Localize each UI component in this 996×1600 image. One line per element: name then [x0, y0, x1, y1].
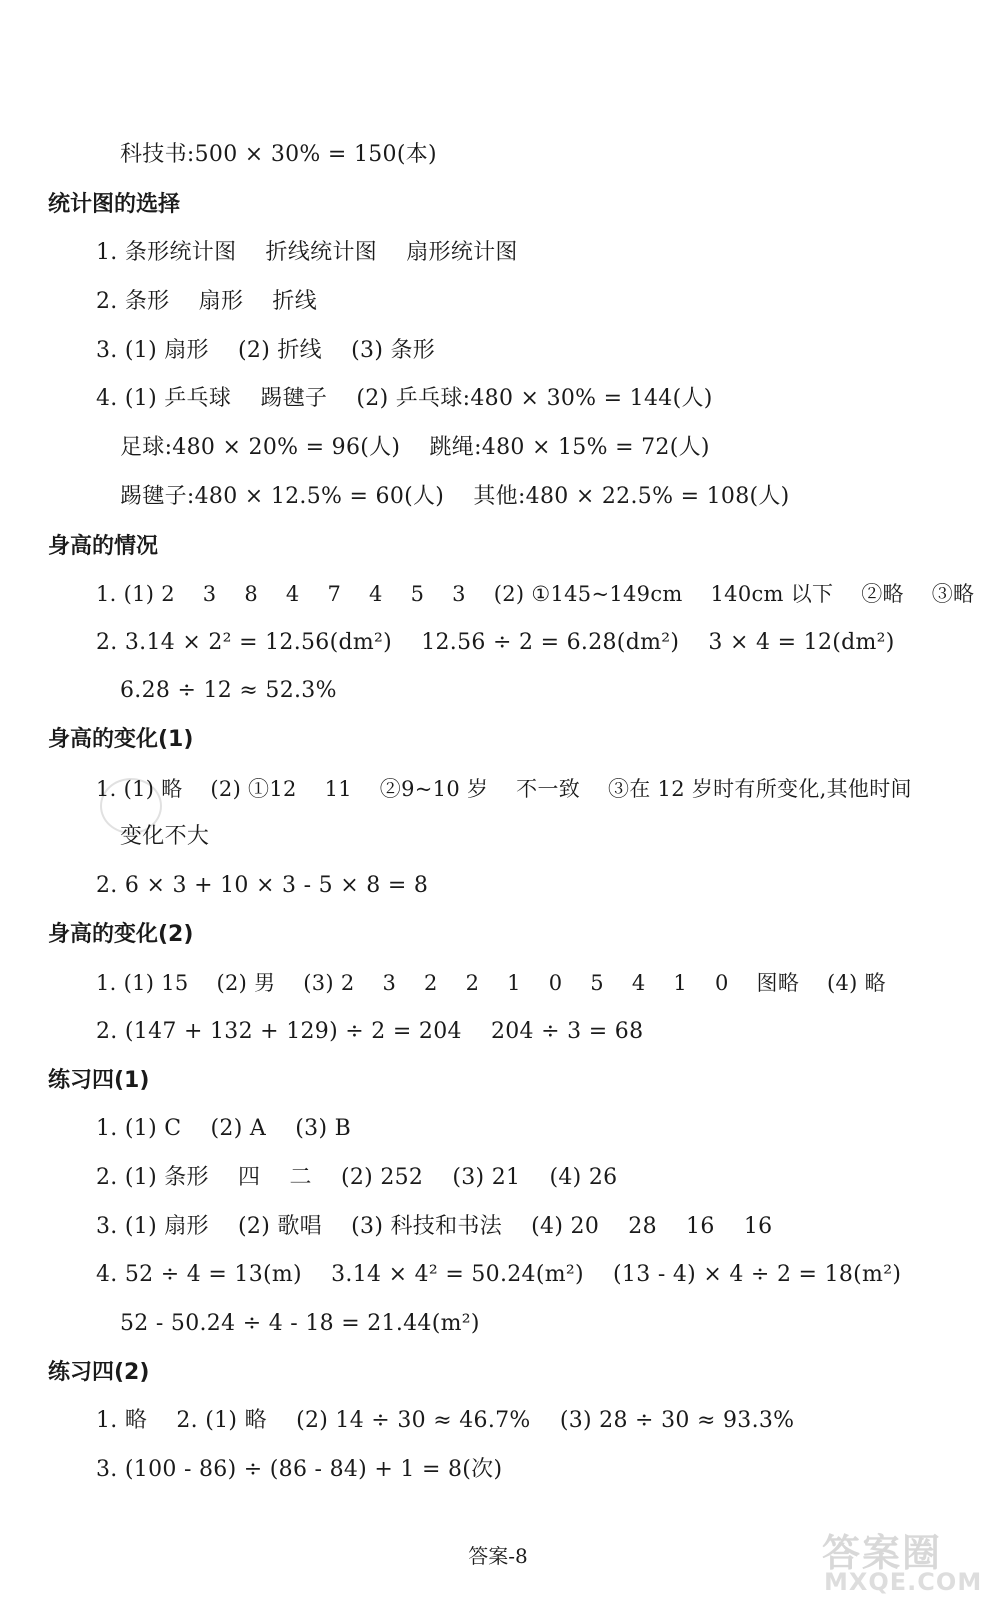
answer-line: 2. (147 + 132 + 129) ÷ 2 = 204 204 ÷ 3 = 68	[96, 1019, 644, 1044]
watermark-text: 答案圈	[822, 1531, 943, 1575]
answer-line: 2. 3.14 × 2² = 12.56(dm²) 12.56 ÷ 2 = 6.28(dm²) 3 × 4 = 12(dm²)	[96, 630, 895, 655]
answer-line: 1. (1) 2 3 8 4 7 4 5 3 (2) ①145~149cm 140cm 以下 ②略 ③略	[96, 582, 975, 606]
section-heading: 统计图的选择	[48, 192, 181, 217]
answer-line: 3. (100 - 86) ÷ (86 - 84) + 1 = 8(次)	[96, 1457, 503, 1482]
section-heading: 身高的变化(1)	[48, 727, 194, 752]
watermark-url: MXQE.COM	[824, 1568, 983, 1596]
answer-line: 52 - 50.24 ÷ 4 - 18 = 21.44(m²)	[120, 1311, 480, 1336]
answer-line: 3. (1) 扇形 (2) 歌唱 (3) 科技和书法 (4) 20 28 16 16	[96, 1214, 773, 1239]
answer-line: 变化不大	[120, 824, 210, 849]
page-number: 答案-8	[468, 1544, 528, 1568]
answer-line: 足球:480 × 20% = 96(人) 跳绳:480 × 15% = 72(人)	[120, 435, 710, 460]
watermark-logo	[816, 1520, 983, 1598]
section-heading: 身高的变化(2)	[48, 922, 194, 947]
answer-line: 踢毽子:480 × 12.5% = 60(人) 其他:480 × 22.5% = 108(人)	[120, 484, 790, 509]
answer-line: 2. 条形 扇形 折线	[96, 289, 318, 314]
section-heading: 练习四(2)	[48, 1360, 150, 1385]
answer-line: 6.28 ÷ 12 ≈ 52.3%	[120, 678, 337, 703]
section-heading: 身高的情况	[48, 534, 159, 559]
answer-line: 1. (1) 15 (2) 男 (3) 2 3 2 2 1 0 5 4 1 0 图略 (4) 略	[96, 971, 886, 995]
answer-line: 3. (1) 扇形 (2) 折线 (3) 条形	[96, 338, 436, 363]
answer-line: 1. (1) 略 (2) ①12 11 ②9~10 岁 不一致 ③在 12 岁时有所变化,其他时间	[96, 777, 912, 801]
answer-line: 1. 条形统计图 折线统计图 扇形统计图	[96, 240, 518, 265]
answer-line: 2. (1) 条形 四 二 (2) 252 (3) 21 (4) 26	[96, 1165, 618, 1190]
answer-line: 1. 略 2. (1) 略 (2) 14 ÷ 30 ≈ 46.7% (3) 28 ÷ 30 ≈ 93.3%	[96, 1408, 795, 1433]
answer-line: 科技书:500 × 30% = 150(本)	[120, 142, 437, 167]
answer-line: 2. 6 × 3 + 10 × 3 - 5 × 8 = 8	[96, 873, 429, 898]
answer-line: 1. (1) C (2) A (3) B	[96, 1116, 352, 1141]
answer-line: 4. (1) 乒乓球 踢毽子 (2) 乒乓球:480 × 30% = 144(人)	[96, 386, 713, 411]
answer-line: 4. 52 ÷ 4 = 13(m) 3.14 × 4² = 50.24(m²) (13 - 4) × 4 ÷ 2 = 18(m²)	[96, 1262, 902, 1287]
section-heading: 练习四(1)	[48, 1068, 150, 1093]
